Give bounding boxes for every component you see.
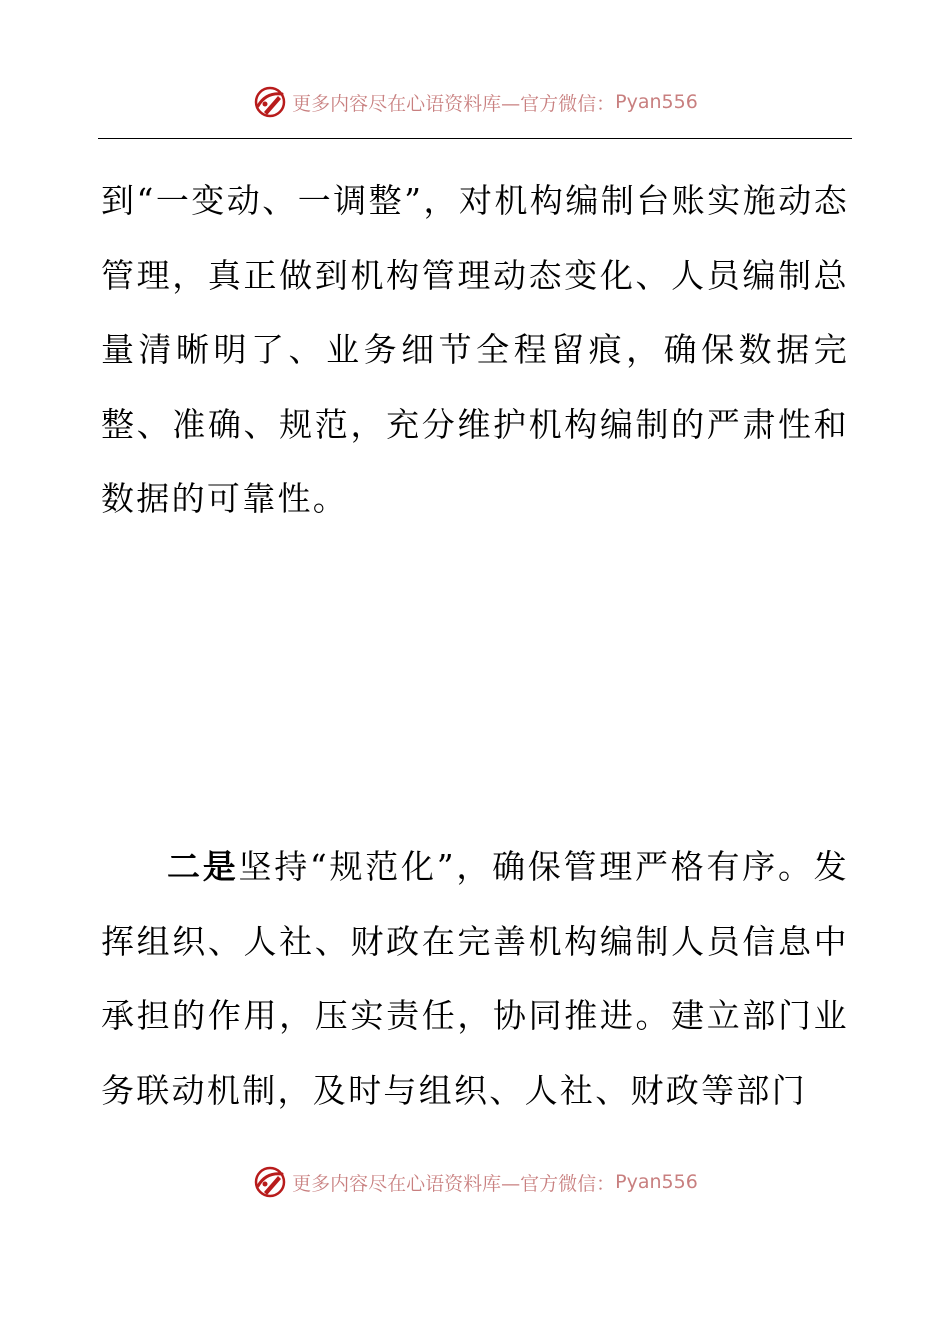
- header-divider: [98, 138, 852, 139]
- pen-logo-icon: [252, 1164, 288, 1200]
- watermark-text: 更多内容尽在心语资料库—官方微信：: [292, 92, 616, 115]
- paragraph-2-lead: 二是: [167, 847, 239, 886]
- watermark-handle: Pyan556: [615, 91, 698, 113]
- pen-logo-icon: [252, 84, 288, 120]
- watermark-text: 更多内容尽在心语资料库—官方微信：: [292, 1172, 616, 1195]
- header-watermark: [0, 82, 950, 122]
- footer-watermark: [0, 1162, 950, 1202]
- paragraph-2: [101, 830, 849, 1128]
- watermark-handle: Pyan556: [615, 1171, 698, 1193]
- paragraph-2-text: 坚持“规范化”，确保管理严格有序。发挥组织、人社、财政在完善机构编制人员信息中承担的作用，压实责任，协同推进。建立部门业务联动机制，及时与组织、人社、财政等部门: [101, 847, 849, 1110]
- paragraph-1: 到“一变动、一调整”，对机构编制台账实施动态管理，真正做到机构管理动态变化、人员编制总量清晰明了、业务细节全程留痕，确保数据完整、准确、规范，充分维护机构编制的严肃性和数据的可靠性。: [101, 181, 849, 518]
